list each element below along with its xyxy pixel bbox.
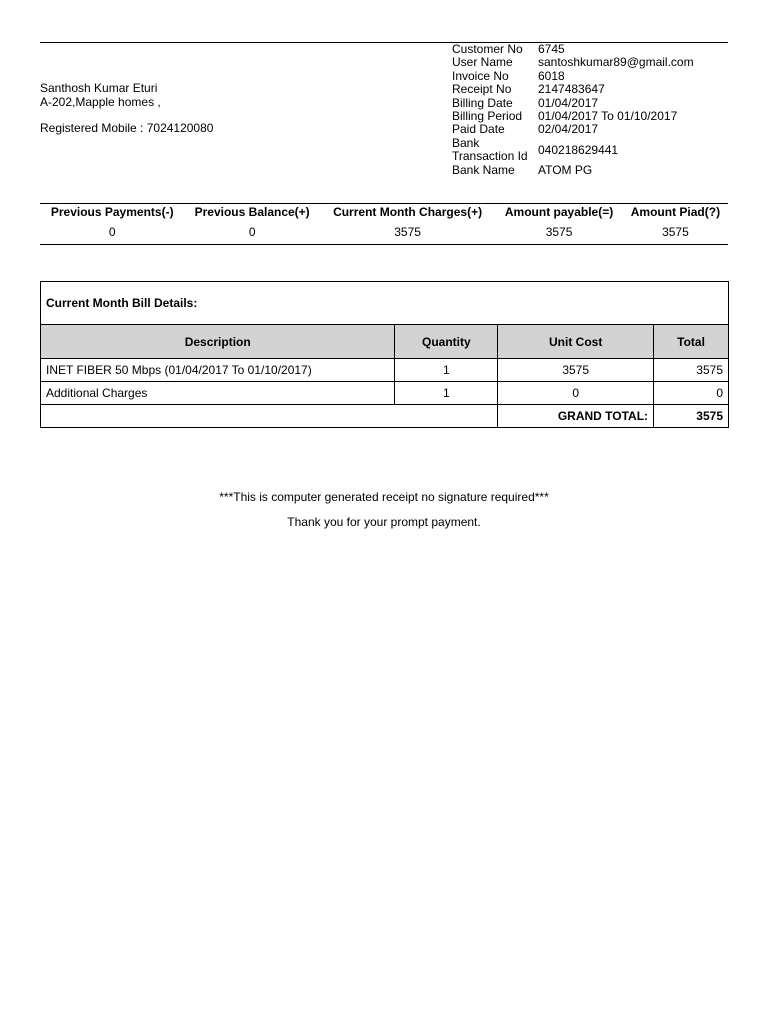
summary-value: 0 [184,220,319,245]
details-header-total: Total [654,325,729,359]
details-header-quantity: Quantity [395,325,498,359]
meta-value: ATOM PG [538,162,593,177]
meta-label: Bank Name [452,162,515,177]
meta-row [452,97,694,110]
details-header-unit-cost: Unit Cost [498,325,654,359]
details-caption-row [41,282,729,325]
row-description: INET FIBER 50 Mbps (01/04/2017 To 01/10/2017) [41,359,395,382]
receipt-meta-table [452,43,694,177]
row-unit-cost: 0 [498,382,654,405]
signature-note: ***This is computer generated receipt no signature required*** [219,490,549,504]
summary-value: 0 [40,220,184,245]
details-header-row [41,325,729,359]
table-row [41,359,729,382]
details-header-description: Description [41,325,395,359]
summary-header: Previous Balance(+) [184,204,319,221]
grand-total-spacer [41,405,498,428]
meta-row [452,43,694,56]
row-total: 3575 [654,359,729,382]
meta-value: santoshkumar89@gmail.com [538,55,694,70]
meta-row [452,110,694,123]
thank-you-note: Thank you for your prompt payment. [287,515,481,529]
grand-total-value: 3575 [654,405,729,428]
meta-value: 01/04/2017 [538,95,599,110]
row-total: 0 [654,382,729,405]
meta-label: Billing Period [452,109,523,124]
table-row [41,382,729,405]
grand-total-row [41,405,729,428]
summary-header: Current Month Charges(+) [320,204,495,221]
meta-label: Billing Date [452,95,513,110]
row-quantity: 1 [395,382,498,405]
summary-header-row [40,204,728,221]
summary-value-row [40,220,728,245]
summary-value: 3575 [623,220,728,245]
customer-address: A-202,Mapple homes , [40,94,161,109]
meta-label: Paid Date [452,122,505,137]
meta-row [452,56,694,69]
meta-value: 6745 [538,42,565,56]
meta-label: Customer No [452,42,523,56]
row-description: Additional Charges [41,382,395,405]
meta-row [452,164,694,177]
summary-header: Previous Payments(-) [40,204,184,221]
meta-value: 2147483647 [538,82,605,97]
details-caption: Current Month Bill Details: [41,282,729,325]
bill-details-table [40,281,729,428]
summary-header: Amount Piad(?) [623,204,728,221]
meta-label: Receipt No [452,82,512,97]
meta-value: 6018 [538,68,565,83]
row-quantity: 1 [395,359,498,382]
summary-value: 3575 [320,220,495,245]
row-unit-cost: 3575 [498,359,654,382]
summary-value: 3575 [495,220,623,245]
customer-block [40,82,213,136]
meta-row [452,137,694,164]
meta-value: 02/04/2017 [538,122,599,137]
meta-row [452,83,694,96]
meta-label: Invoice No [452,68,509,83]
meta-value: 040218629441 [538,142,619,157]
summary-header: Amount payable(=) [495,204,623,221]
meta-label: Bank Transaction Id [452,135,528,164]
grand-total-label: GRAND TOTAL: [498,405,654,428]
customer-mobile: Registered Mobile : 7024120080 [40,121,214,135]
meta-value: 01/04/2017 To 01/10/2017 [538,109,678,124]
payment-summary-table [40,203,728,245]
meta-row [452,123,694,136]
meta-label: User Name [452,55,513,70]
customer-name: Santhosh Kumar Eturi [40,81,158,95]
meta-row [452,70,694,83]
